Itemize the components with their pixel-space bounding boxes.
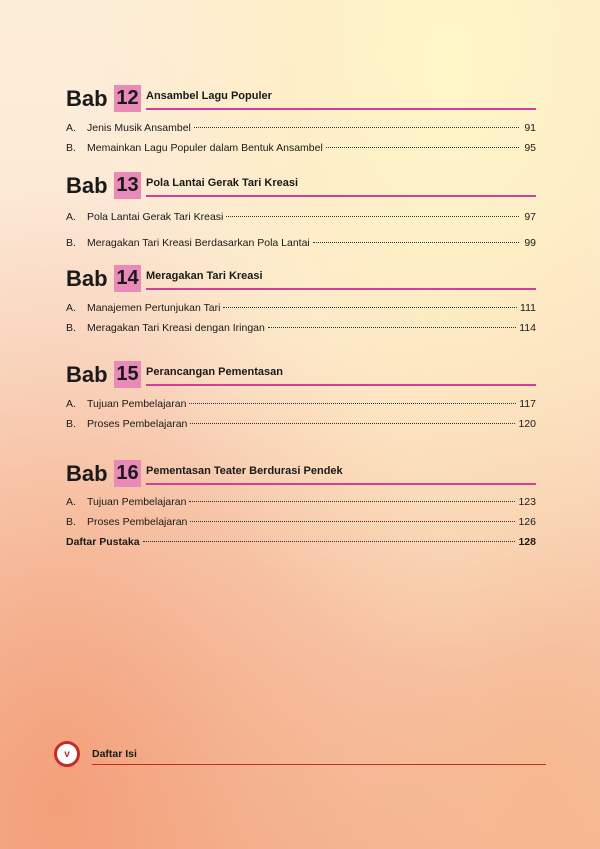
- entry-page: 128: [518, 536, 536, 548]
- footer-label: Daftar Isi: [92, 748, 137, 760]
- chapter-divider: [146, 195, 536, 197]
- chapter-divider: [146, 384, 536, 386]
- toc-entry[interactable]: [66, 394, 536, 414]
- chapter-divider: [146, 108, 536, 110]
- dot-leader: [313, 242, 519, 243]
- dot-leader: [194, 127, 519, 128]
- entry-letter: A.: [66, 302, 76, 314]
- entry-letter: B.: [66, 516, 76, 528]
- dot-leader: [143, 541, 516, 542]
- chapter-title: Pola Lantai Gerak Tari Kreasi: [146, 177, 299, 189]
- entry-label: Jenis Musik Ansambel: [87, 122, 191, 134]
- dot-leader: [226, 216, 519, 217]
- entry-label: Proses Pembelajaran: [87, 516, 188, 528]
- entry-letter: B.: [66, 322, 76, 334]
- entry-letter: A.: [66, 211, 76, 223]
- chapter-16: [66, 453, 536, 552]
- entry-letter: B.: [66, 418, 76, 430]
- entry-label: Meragakan Tari Kreasi Berdasarkan Pola Lantai: [87, 237, 310, 249]
- chapter-number: 13: [114, 172, 141, 199]
- entry-label: Proses Pembelajaran: [87, 418, 188, 430]
- entry-page: 120: [518, 418, 536, 430]
- entry-label: Manajemen Pertunjukan Tari: [87, 302, 221, 314]
- entry-page: 95: [524, 142, 536, 154]
- entry-label: Tujuan Pembelajaran: [87, 398, 187, 410]
- chapter-header: [66, 78, 536, 110]
- chapter-header: [66, 258, 536, 290]
- chapter-header: [66, 354, 536, 386]
- dot-leader: [189, 501, 515, 502]
- footer-divider: [92, 764, 546, 765]
- page-footer: [54, 736, 546, 776]
- toc-entry[interactable]: [66, 492, 536, 512]
- entry-page: 126: [518, 516, 536, 528]
- entry-label: Daftar Pustaka: [66, 536, 140, 548]
- chapter-number: 14: [114, 265, 141, 292]
- chapter-13: [66, 165, 536, 253]
- toc-entry[interactable]: [66, 298, 536, 318]
- entry-label: Meragakan Tari Kreasi dengan Iringan: [87, 322, 265, 334]
- dot-leader: [223, 307, 517, 308]
- dot-leader: [190, 521, 515, 522]
- chapter-divider: [146, 483, 536, 485]
- bab-label: Bab: [66, 173, 108, 198]
- bab-label: Bab: [66, 461, 108, 486]
- entry-letter: A.: [66, 122, 76, 134]
- dot-leader: [189, 403, 516, 404]
- dot-leader: [326, 147, 519, 148]
- chapter-number: 12: [114, 85, 141, 112]
- chapter-number: 15: [114, 361, 141, 388]
- chapter-title: Pementasan Teater Berdurasi Pendek: [146, 465, 343, 477]
- toc-entry[interactable]: [66, 512, 536, 532]
- toc-entry[interactable]: [66, 138, 536, 158]
- toc-entry[interactable]: [66, 414, 536, 434]
- bab-label: Bab: [66, 266, 108, 291]
- entry-letter: A.: [66, 398, 76, 410]
- entry-letter: B.: [66, 142, 76, 154]
- entry-page: 114: [519, 322, 536, 334]
- chapter-title: Ansambel Lagu Populer: [146, 90, 272, 102]
- chapter-number: 16: [114, 460, 141, 487]
- bab-label: Bab: [66, 86, 108, 111]
- toc-entry-daftar-pustaka[interactable]: [66, 532, 536, 552]
- entry-label: Pola Lantai Gerak Tari Kreasi: [87, 211, 224, 223]
- entry-page: 117: [519, 398, 536, 410]
- chapter-divider: [146, 288, 536, 290]
- toc-entry[interactable]: [66, 118, 536, 138]
- entry-label: Tujuan Pembelajaran: [87, 496, 187, 508]
- page-number: v: [54, 741, 80, 767]
- toc-entry[interactable]: [66, 233, 536, 253]
- entry-page: 91: [524, 122, 536, 134]
- bab-label: Bab: [66, 362, 108, 387]
- entry-page: 111: [520, 302, 536, 314]
- entry-letter: A.: [66, 496, 76, 508]
- dot-leader: [268, 327, 516, 328]
- entry-page: 99: [524, 237, 536, 249]
- chapter-12: [66, 78, 536, 158]
- entry-page: 123: [518, 496, 536, 508]
- chapter-14: [66, 258, 536, 338]
- entry-label: Memainkan Lagu Populer dalam Bentuk Ansambel: [87, 142, 323, 154]
- chapter-title: Perancangan Pementasan: [146, 366, 283, 378]
- entry-letter: B.: [66, 237, 76, 249]
- entry-page: 97: [524, 211, 536, 223]
- toc-entry[interactable]: [66, 318, 536, 338]
- chapter-header: [66, 453, 536, 485]
- toc-entry[interactable]: [66, 207, 536, 227]
- chapter-15: [66, 354, 536, 434]
- dot-leader: [190, 423, 515, 424]
- chapter-header: [66, 165, 536, 197]
- chapter-title: Meragakan Tari Kreasi: [146, 270, 263, 282]
